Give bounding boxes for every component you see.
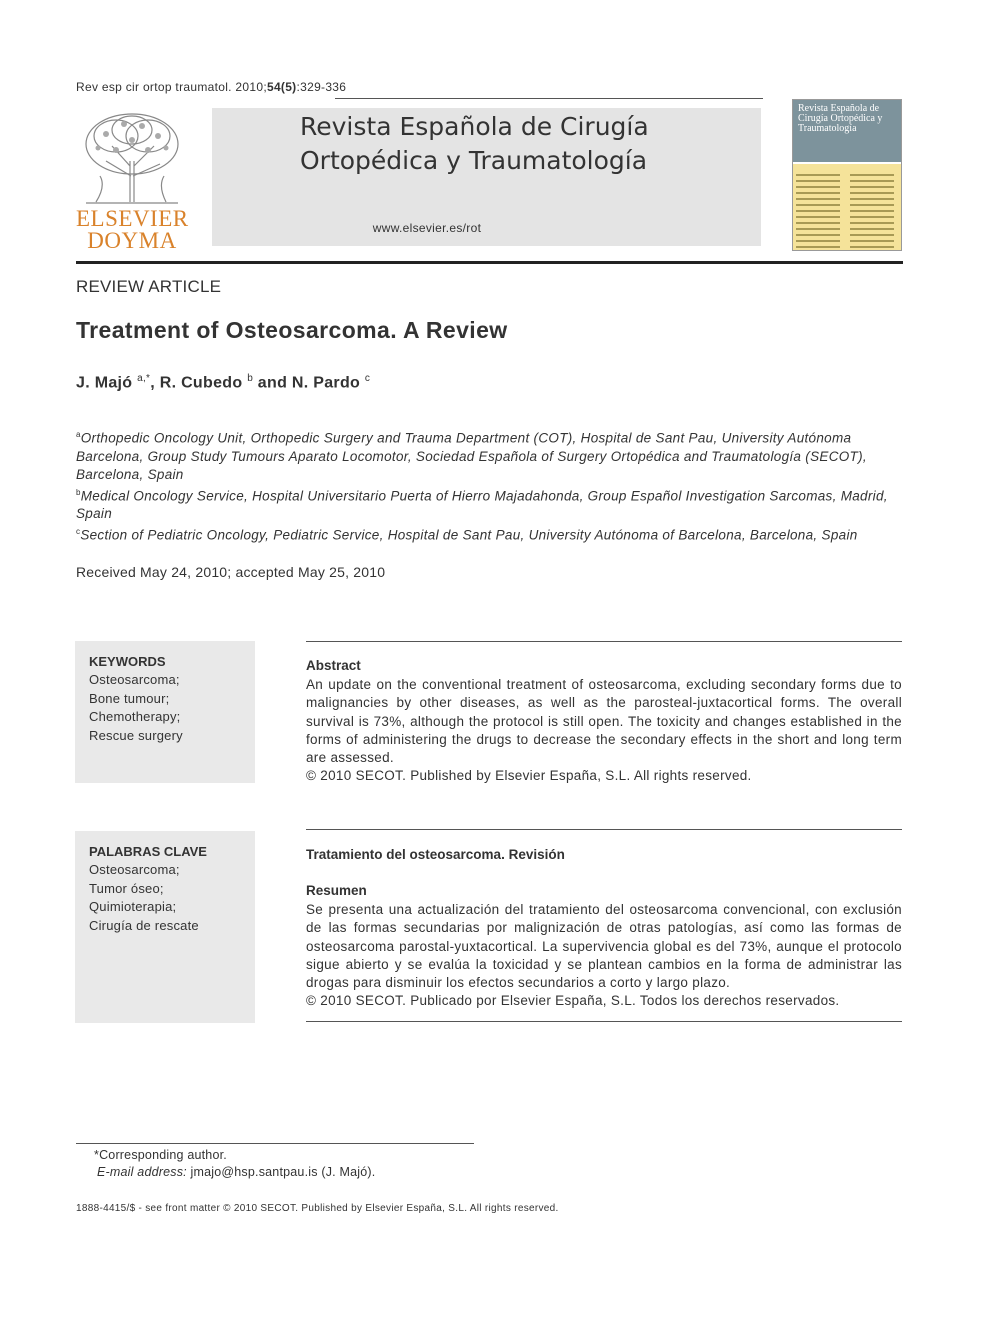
resumen-body: [306, 901, 902, 1011]
email-note: E-mail address: jmajo@hsp.santpau.is (J. Majó).: [97, 1165, 376, 1179]
received-dates: Received May 24, 2010; accepted May 25, 2010: [76, 564, 386, 580]
resumen-copyright: © 2010 SECOT. Publicado por Elsevier España, S.L. Todos los derechos reservados.: [306, 993, 840, 1009]
abstract-top-rule: [306, 641, 902, 642]
article-type: REVIEW ARTICLE: [76, 277, 222, 296]
keyword: Tumor óseo;: [89, 880, 164, 896]
keyword: Bone tumour;: [89, 690, 170, 706]
journal-cover-thumbnail: [792, 99, 902, 251]
front-matter-line: 1888-4415/$ - see front matter © 2010 SECOT. Published by Elsevier España, S.L. All rights reserved.: [76, 1203, 559, 1214]
cover-title: Revista Española de Cirugía Ortopédica y Traumatología: [798, 103, 883, 134]
palabras-clave-box: [75, 831, 255, 1023]
resumen-top-rule: [306, 829, 902, 830]
footnote-rule: [76, 1143, 474, 1144]
article-title: Treatment of Osteosarcoma. A Review: [76, 317, 508, 343]
affiliation: $^b$Medical Oncology Service, Hospital Universitario Puerta of Hierro Majadahonda, Group Español Investigation Sarcomas, Madrid, Spain: [76, 487, 888, 521]
abstract-copyright: © 2010 SECOT. Published by Elsevier España, S.L. All rights reserved.: [306, 768, 752, 784]
abstract-heading: Abstract: [306, 658, 361, 673]
header-divider: [76, 261, 903, 264]
keyword: Rescue surgery: [89, 727, 183, 743]
palabras-heading: PALABRAS CLAVE: [89, 844, 207, 859]
header-rule: [335, 98, 763, 99]
abstract-body: [306, 676, 902, 786]
affiliation: $^a$Orthopedic Oncology Unit, Orthopedic Surgery and Trauma Department (COT), Hospital de Sant Pau, University Autónoma Barcelona, Group Study Tumours Aparato Locomotor, Sociedad Española of Surgery Ortopédica and Traumatología (SECOT), Barcelona, Spain: [76, 430, 867, 482]
keyword: Quimioterapia;: [89, 899, 177, 914]
journal-url[interactable]: www.elsevier.es/rot: [372, 221, 482, 235]
resumen-text: Se presenta una actualización del tratamiento del osteosarcoma convencional, con exclusión de las formas secundarias por malignización de otras patologías, así como las formas de osteosarcoma parostal-yuxtacortical. La supervivencia global es del 73%, aunque el protocolo sigue abierto y se evalúa la toxicidad y se plantean cambios en la forma de administrar las drogas para disminuir los efectos secundarios a corto y largo plazo.: [306, 902, 902, 991]
author-name: R. Cubedo: [159, 374, 243, 392]
keyword: Cirugía de rescate: [89, 917, 199, 933]
author-list: J. Majó $^{a,*}$, R. Cubedo $^b$ and N. Pardo $^c$: [76, 373, 371, 392]
author-name: N. Pardo: [291, 374, 361, 392]
elsevier-doyma-wordmark: ELSEVIER DOYMA: [76, 206, 189, 253]
resumen-heading: Resumen: [306, 883, 367, 898]
keywords-box: [75, 641, 255, 783]
journal-citation: Rev esp cir ortop traumatol. 2010;54(5):329-336: [76, 80, 347, 94]
abstract-text: An update on the conventional treatment of osteosarcoma, excluding secondary forms due to malignancies by other diseases, as well as the parosteal-juxtacortical forms. The overall survival is 73%, although the protocol is still open. The toxicity and changes established in the forms of administering the drugs to decrease the secondary effects in the short and long term are assessed.: [306, 677, 902, 766]
affiliation: $^c$Section of Pediatric Oncology, Pediatric Service, Hospital de Sant Pau, University Autónoma of Barcelona, Barcelona, Spain: [76, 527, 858, 543]
corresponding-author-note: *Corresponding author.: [94, 1148, 227, 1162]
resumen-title: Tratamiento del osteosarcoma. Revisión: [306, 847, 565, 862]
author-name: J. Majó: [76, 374, 133, 392]
affiliations: [76, 426, 906, 545]
keyword: Chemotherapy;: [89, 709, 181, 724]
keyword: Osteosarcoma;: [89, 862, 180, 877]
email-address[interactable]: jmajo@hsp.santpau.is (J. Majó).: [186, 1165, 376, 1179]
keyword: Osteosarcoma;: [89, 672, 180, 687]
journal-title: Revista Española de Cirugía Ortopédica y Traumatología: [300, 112, 649, 175]
keywords-heading: KEYWORDS: [89, 654, 166, 669]
resumen-bottom-rule: [306, 1021, 902, 1022]
